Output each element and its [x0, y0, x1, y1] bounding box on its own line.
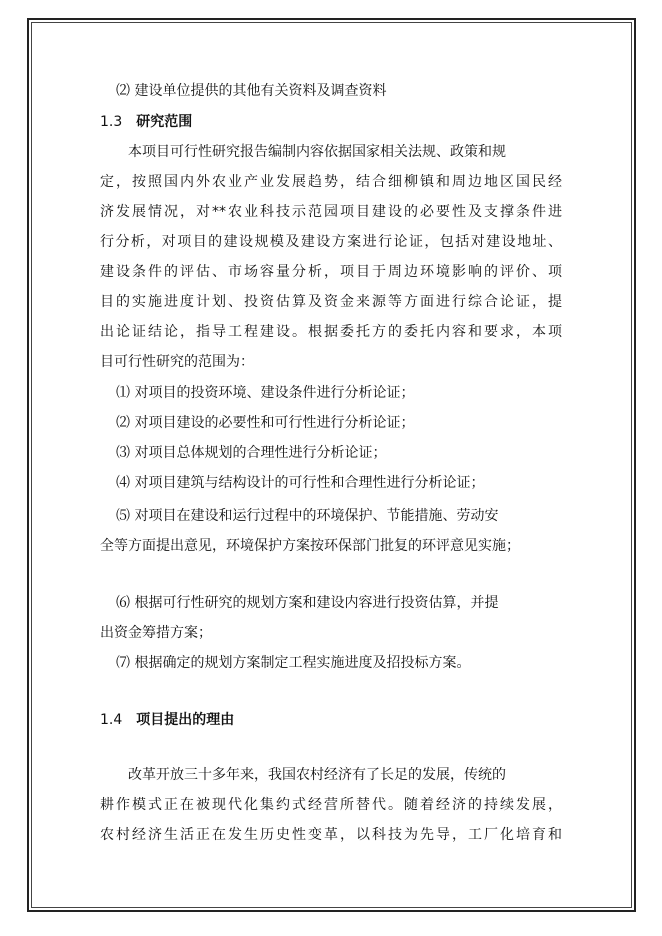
- para-line: 农村经济生活正在发生历史性变革，以科技为先导，工厂化培育和: [100, 827, 562, 843]
- section-1-3-number: 1.3: [100, 114, 123, 130]
- list-item: ⑴ 对项目的投资环境、建设条件进行分析论证；: [116, 385, 415, 401]
- list-item: ⑷ 对项目建筑与结构设计的可行性和合理性进行分析论证；: [116, 475, 485, 491]
- item-2: ⑵ 建设单位提供的其他有关资料及调查资料: [116, 83, 387, 99]
- para-line: 定，按照国内外农业产业发展趋势，结合细柳镇和周边地区国民经: [100, 174, 562, 190]
- para-line: 济发展情况，对**农业科技示范园项目建设的必要性及支撑条件进: [100, 204, 562, 220]
- list-item: ⑸ 对项目在建设和运行过程中的环境保护、节能措施、劳动安: [116, 508, 499, 524]
- section-1-3-title: 研究范围: [136, 114, 193, 130]
- para-line: 目的实施进度计划、投资估算及资金来源等方面进行综合论证，提: [100, 294, 562, 310]
- para-line: 出论证结论，指导工程建设。根据委托方的委托内容和要求，本项: [100, 324, 562, 340]
- para-line: 耕作模式正在被现代化集约式经营所替代。随着经济的持续发展，: [100, 797, 562, 813]
- para-line: 建设条件的评估、市场容量分析，项目于周边环境影响的评价、项: [100, 264, 562, 280]
- list-item-cont: 出资金筹措方案；: [100, 625, 212, 641]
- list-item-cont: 全等方面提出意见，环境保护方案按环保部门批复的环评意见实施；: [100, 538, 520, 554]
- section-1-4-heading: [100, 710, 234, 730]
- section-1-4-title: 项目提出的理由: [136, 712, 235, 728]
- list-item: ⑵ 对项目建设的必要性和可行性进行分析论证；: [116, 415, 415, 431]
- para-line: 改革开放三十多年来，我国农村经济有了长足的发展，传统的: [128, 767, 506, 783]
- list-item: ⑶ 对项目总体规划的合理性进行分析论证；: [116, 445, 387, 461]
- list-item: ⑺ 根据确定的规划方案制定工程实施进度及招投标方案。: [116, 655, 471, 671]
- section-1-4-number: 1.4: [100, 712, 123, 728]
- para-line: 本项目可行性研究报告编制内容依据国家相关法规、政策和规: [128, 144, 506, 160]
- para-line: 行分析，对项目的建设规模及建设方案进行论证，包括对建设地址、: [100, 234, 562, 250]
- para-line: 目可行性研究的范围为：: [100, 354, 254, 370]
- list-item: ⑹ 根据可行性研究的规划方案和建设内容进行投资估算，并提: [116, 595, 499, 611]
- section-1-3-heading: [100, 112, 192, 132]
